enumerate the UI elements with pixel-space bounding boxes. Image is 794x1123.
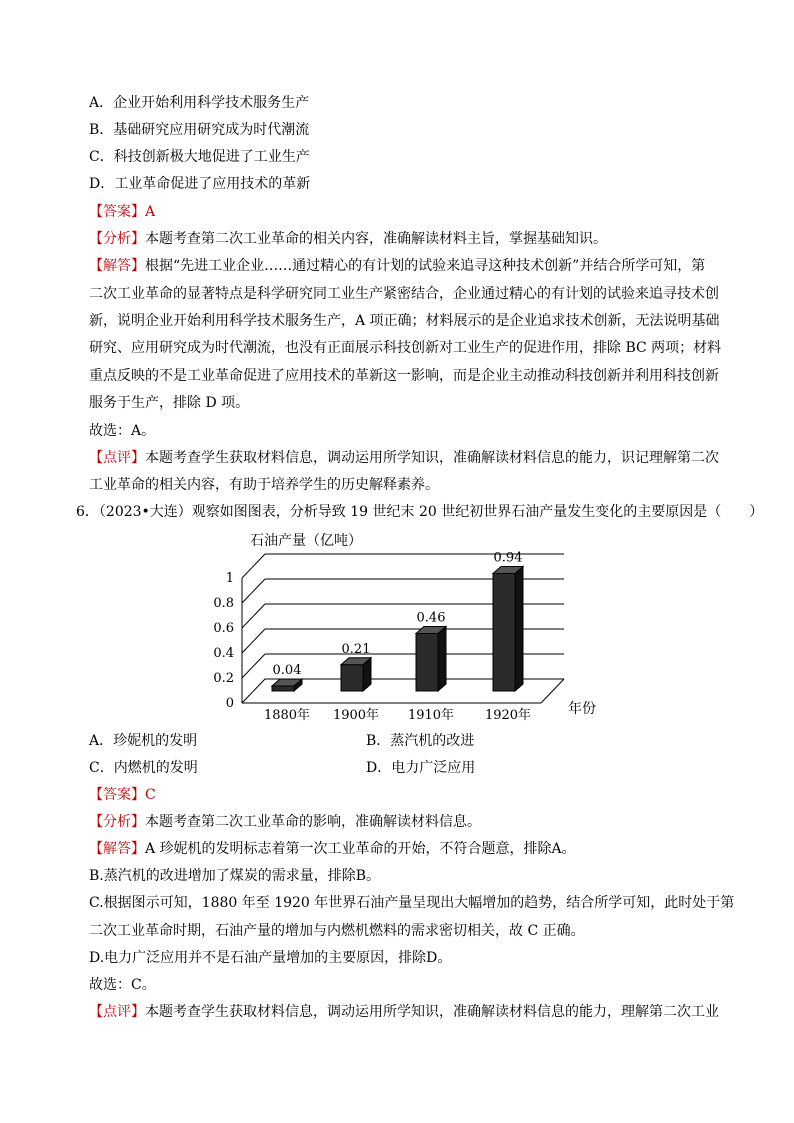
answer-tag: 【答案】 xyxy=(89,787,145,803)
q5-analysis xyxy=(89,229,607,249)
q6-answer xyxy=(89,785,156,805)
comment-text: 本题考查学生获取材料信息，调动运用所学知识，准确解读材料信息的能力，识记理解第二次 xyxy=(145,450,719,466)
analysis-tag: 【分析】 xyxy=(89,231,145,247)
analysis-text: 本题考查第二次工业革命的影响，准确解读材料信息。 xyxy=(145,814,481,830)
answer-tag: 【答案】 xyxy=(89,204,145,220)
gridline-depth xyxy=(242,579,265,603)
bar-side xyxy=(438,627,446,692)
q5-solution-line-4: 研究、应用研究成为时代潮流，也没有正面展示科技创新对工业生产的促进作用，排除 BC 两项；材料 xyxy=(89,340,722,356)
q5-solution-line-2: 二次工业革命的显著特点是科学研究同工业生产紧密结合，企业通过精心的有计划的试验来追寻技术创 xyxy=(89,286,719,302)
q6-question: 6．（2023•大连）观察如图图表，分析导致 19 世纪末 20 世纪初世界石油产量发生变化的主要原因是（ ） xyxy=(76,504,764,520)
bar-value-label: 0.21 xyxy=(341,641,371,657)
comment-tag: 【点评】 xyxy=(89,450,145,466)
q5-answer xyxy=(89,202,155,222)
q5-option-d: D．工业革命促进了应用技术的革新 xyxy=(89,176,311,192)
q6-option-b: B．蒸汽机的改进 xyxy=(366,733,475,749)
q6-choose: 故选：C。 xyxy=(89,977,156,993)
oil-production-chart xyxy=(210,528,600,724)
y-tick-label: 0.6 xyxy=(213,621,234,636)
analysis-tag: 【分析】 xyxy=(89,814,145,830)
x-axis-label: 年份 xyxy=(568,701,596,717)
y-tick-label: 0 xyxy=(225,696,234,711)
gridline-depth xyxy=(242,554,265,578)
bar-value-label: 0.46 xyxy=(416,610,446,626)
comment-tag: 【点评】 xyxy=(89,1004,145,1020)
x-tick-label: 1920年 xyxy=(484,708,532,723)
y-tick-label: 0.2 xyxy=(213,671,234,686)
y-tick-label: 1 xyxy=(225,571,234,586)
q6-solution-line-2: B.蒸汽机的改进增加了煤炭的需求量，排除B。 xyxy=(89,868,381,884)
x-tick-label: 1910年 xyxy=(407,708,455,723)
y-tick-label: 0.8 xyxy=(213,596,234,611)
bar xyxy=(416,634,438,692)
answer-value: A xyxy=(145,204,156,220)
bar xyxy=(341,665,363,691)
x-tick-label: 1900年 xyxy=(332,708,380,723)
q5-solution-line-1 xyxy=(89,256,705,276)
solution-tag: 【解答】 xyxy=(89,258,145,274)
q6-solution-line-1 xyxy=(89,839,576,859)
q6-solution-line-5: D.电力广泛应用并不是石油产量增加的主要原因，排除D。 xyxy=(89,950,452,966)
answer-value: C xyxy=(145,787,156,803)
x-tick-label: 1880年 xyxy=(263,708,311,723)
q6-option-a: A．珍妮机的发明 xyxy=(89,733,198,749)
bar-value-label: 0.04 xyxy=(272,663,302,678)
y-tick-label: 0.4 xyxy=(213,646,234,661)
bar xyxy=(493,574,515,692)
q5-solution-line-5: 重点反映的不是工业革命促进了应用技术的革新这一影响，而是企业主动推动科技创新并利用科技创新 xyxy=(89,368,719,384)
solution-text: A 珍妮机的发明标志着第一次工业革命的开始，不符合题意，排除A。 xyxy=(145,841,576,857)
bar xyxy=(272,686,294,691)
gridline-depth xyxy=(242,629,265,653)
q6-option-c: C．内燃机的发明 xyxy=(89,760,198,776)
solution-text: 根据“先进工业企业……通过精心的有计划的试验来追寻这种技术创新”并结合所学可知，第 xyxy=(145,258,706,274)
gridline-depth xyxy=(242,679,265,703)
q6-solution-line-3: C.根据图示可知，1880 年至 1920 年世界石油产量呈现出大幅增加的趋势，结合所学可知，此时处于第 xyxy=(89,895,735,911)
comment-text: 本题考查学生获取材料信息，调动运用所学知识，准确解读材料信息的能力，理解第二次工业 xyxy=(145,1004,719,1020)
gridline-depth xyxy=(242,654,265,678)
q5-option-c: C．科技创新极大地促进了工业生产 xyxy=(89,149,310,165)
chart-title: 石油产量（亿吨） xyxy=(250,533,362,549)
q5-comment-line-2: 工业革命的相关内容，有助于培养学生的历史解释素养。 xyxy=(89,477,439,493)
bar-value-label: 0.94 xyxy=(493,550,523,566)
q6-solution-line-4: 二次工业革命时期，石油产量的增加与内燃机燃料的需求密切相关，故 C 正确。 xyxy=(89,923,585,939)
q6-option-d: D．电力广泛应用 xyxy=(366,760,476,776)
floor-edge xyxy=(541,679,564,703)
q5-comment-line-1 xyxy=(89,448,719,468)
bar-side xyxy=(515,567,523,692)
q5-solution-line-3: 新，说明企业开始利用科学技术服务生产，A 项正确；材料展示的是企业追求技术创新，无法说明基础 xyxy=(89,313,720,329)
analysis-text: 本题考查第二次工业革命的相关内容，准确解读材料主旨，掌握基础知识。 xyxy=(145,231,607,247)
q5-option-a: A．企业开始利用科学技术服务生产 xyxy=(89,95,310,111)
gridline-depth xyxy=(242,604,265,628)
q6-analysis xyxy=(89,812,481,832)
q5-choose: 故选：A。 xyxy=(89,423,156,439)
q5-solution-line-6: 服务于生产，排除 D 项。 xyxy=(89,395,250,411)
q6-comment xyxy=(89,1002,719,1022)
solution-tag: 【解答】 xyxy=(89,841,145,857)
q5-option-b: B．基础研究应用研究成为时代潮流 xyxy=(89,122,310,138)
